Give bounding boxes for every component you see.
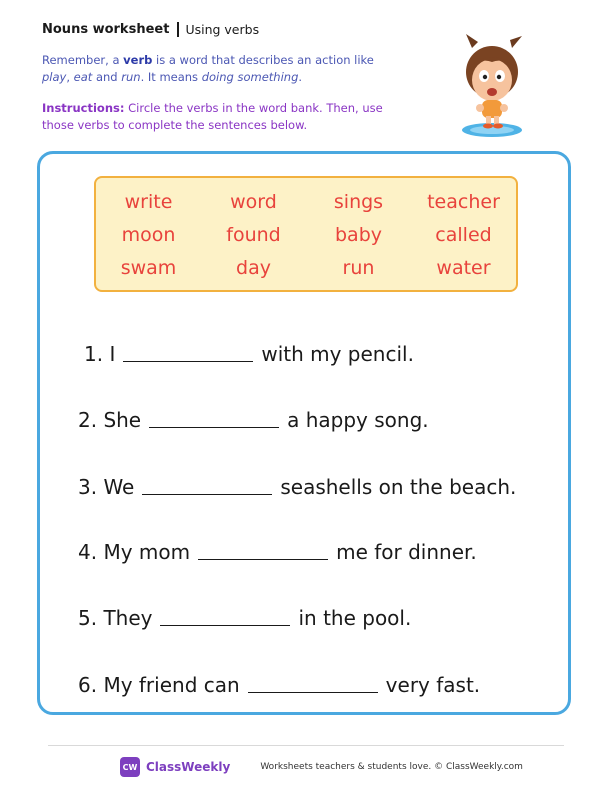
word-bank-word[interactable]: sings xyxy=(333,191,384,213)
word-bank-word[interactable]: day xyxy=(236,257,271,279)
word-bank-word[interactable]: write xyxy=(124,191,173,213)
sentence-5 xyxy=(78,606,411,630)
sentence-1 xyxy=(84,342,414,366)
word-bank-word[interactable]: run xyxy=(342,257,375,279)
sentence-end: with my pencil. xyxy=(261,342,414,366)
cartoon-girl-illustration xyxy=(452,30,534,140)
sentence-start: 6. My friend can xyxy=(78,673,240,697)
title-divider xyxy=(177,22,179,37)
instructions-label: Instructions: xyxy=(42,101,125,115)
footer-tagline: Worksheets teachers & students love. © ClassWeekly.com xyxy=(260,762,523,772)
sentence-end: a happy song. xyxy=(287,408,429,432)
word-bank-word[interactable]: teacher xyxy=(427,191,500,213)
answer-blank[interactable] xyxy=(248,691,378,693)
instructions-text: Instructions: Circle the verbs in the word bank. Then, use those verbs to complete the sentences below. xyxy=(42,101,383,132)
word-bank-word[interactable]: found xyxy=(226,224,281,246)
worksheet-subtitle: Using verbs xyxy=(185,22,260,37)
answer-blank[interactable] xyxy=(160,624,290,626)
answer-blank[interactable] xyxy=(198,558,328,560)
word-bank-word[interactable]: moon xyxy=(121,224,176,246)
word-bank-word[interactable]: swam xyxy=(120,257,177,279)
sentence-6 xyxy=(78,673,480,697)
footer-divider xyxy=(48,745,564,746)
answer-blank[interactable] xyxy=(149,426,279,428)
worksheet-title: Nouns worksheet xyxy=(42,22,170,37)
sentence-start: 4. My mom xyxy=(78,540,191,564)
word-bank xyxy=(94,176,518,292)
sentence-end: me for dinner. xyxy=(336,540,477,564)
answer-blank[interactable] xyxy=(123,360,253,362)
word-bank-word[interactable]: called xyxy=(435,224,492,246)
verb-keyword: verb xyxy=(123,53,153,67)
sentence-start: 5. They xyxy=(78,606,153,630)
reminder-text: Remember, a verb is a word that describes an action like play, eat and run. It means doing something. xyxy=(42,53,374,84)
sentence-3 xyxy=(78,475,516,499)
sentence-start: 3. We xyxy=(78,475,135,499)
sentence-end: in the pool. xyxy=(298,606,412,630)
footer xyxy=(120,757,523,777)
sentence-start: 2. She xyxy=(78,408,142,432)
sentence-end: very fast. xyxy=(385,673,481,697)
worksheet-header xyxy=(42,22,259,37)
sentence-start: 1. I xyxy=(84,342,116,366)
sentence-4 xyxy=(78,540,477,564)
answer-blank[interactable] xyxy=(142,493,272,495)
brand-name: ClassWeekly xyxy=(146,760,231,774)
word-bank-word[interactable]: word xyxy=(230,191,277,213)
classweekly-logo-icon: CW xyxy=(120,757,140,777)
word-bank-word[interactable]: baby xyxy=(334,224,382,246)
sentence-2 xyxy=(78,408,429,432)
sentence-end: seashells on the beach. xyxy=(280,475,517,499)
word-bank-word[interactable]: water xyxy=(436,257,491,279)
